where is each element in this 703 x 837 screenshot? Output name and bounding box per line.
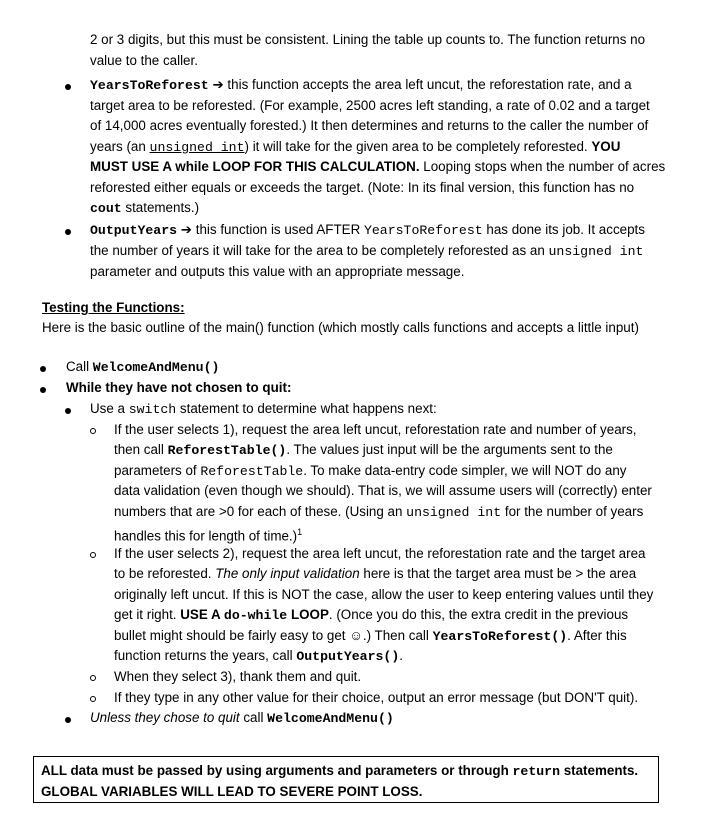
outline-unless: Unless they chose to quit call WelcomeAndMenu() xyxy=(90,710,394,726)
section-heading: Testing the Functions: xyxy=(42,300,185,315)
notice-line: ALL data must be passed by using arguments and parameters or through return statements. xyxy=(41,763,639,779)
option-1: If the user selects 1), request the area left uncut, reforestation rate and number of years, xyxy=(114,422,637,437)
outline-call: Call WelcomeAndMenu() xyxy=(66,359,220,375)
bullet-icon xyxy=(65,408,71,414)
text-line: MUST USE A while LOOP FOR THIS CALCULATION. Looping stops when the number of acres xyxy=(90,159,666,174)
bullet-icon xyxy=(40,387,46,393)
arrow-icon: ➔ xyxy=(180,222,193,237)
text-line: years (an unsigned int) it will take for the given area to be completely reforested. YOU xyxy=(90,139,621,155)
option-2: If the user selects 2), request the area left uncut, the reforestation rate and the target area xyxy=(114,546,646,561)
years-to-reforest-desc: YearsToReforest ➔ this function accepts the area left uncut, the reforestation rate, and a xyxy=(90,77,632,93)
text-line: function returns the years, call OutputYears(). xyxy=(114,648,403,664)
notice-line: GLOBAL VARIABLES WILL LEAD TO SEVERE POINT LOSS. xyxy=(41,784,423,799)
intro-line: 2 or 3 digits, but this must be consistent. Lining the table up counts to. The function returns no xyxy=(90,32,646,47)
option-3: When they select 3), thank them and quit. xyxy=(114,669,362,684)
circle-bullet-icon xyxy=(90,428,96,434)
notice-box xyxy=(33,756,659,803)
text-line: parameters of ReforestTable. To make data-entry code simpler, we will NOT do any xyxy=(114,463,627,479)
section-subtitle: Here is the basic outline of the main() function (which mostly calls functions and accepts a little input) xyxy=(42,320,639,335)
bullet-icon xyxy=(40,366,46,372)
text-line: target area to be reforested. (For example, 2500 acres left standing, a rate of 0.02 and a target xyxy=(90,98,650,113)
outline-switch: Use a switch statement to determine what happens next: xyxy=(90,401,437,417)
text-line: handles this for length of time.)$^1$ xyxy=(114,527,303,544)
text-line: data validation (even though we should). That is, we will assume users will (correctly) enter xyxy=(114,483,652,498)
circle-bullet-icon xyxy=(90,675,96,681)
text-line: get it right. USE A do-while LOOP. (Once you do this, the extra credit in the previous xyxy=(114,607,629,623)
text-line: of 14,000 acres eventually forested.) It then determines and returns to the caller the number of xyxy=(90,118,649,133)
text-line: the number of years it will take for the area to be completely reforested as an unsigned int xyxy=(90,243,644,259)
circle-bullet-icon xyxy=(90,696,96,702)
outline-while: While they have not chosen to quit: xyxy=(66,380,292,395)
circle-bullet-icon xyxy=(90,552,96,558)
text-line: then call ReforestTable(). The values just input will be the arguments sent to the xyxy=(114,442,613,458)
text-line: cout statements.) xyxy=(90,200,200,216)
text-line: reforested either equals or exceeds the target. (Note: In its final version, this function has no xyxy=(90,180,635,195)
text-line: numbers that are >0 for each of these. (Using an unsigned int for the number of years xyxy=(114,504,644,520)
footnote-marker: 1 xyxy=(297,527,303,537)
bullet-icon xyxy=(65,229,71,235)
arrow-icon: ➔ xyxy=(212,77,224,92)
text-line: parameter and outputs this value with an appropriate message. xyxy=(90,264,465,279)
smiley-icon: ☺ xyxy=(349,628,363,643)
text-line: originally left uncut. If this is NOT the case, allow the user to keep entering values until they xyxy=(114,587,654,602)
output-years-desc: OutputYears ➔ this function is used AFTER YearsToReforest has done its job. It accepts xyxy=(90,222,645,238)
text-line: bullet might should be fairly easy to get ☺.) Then call YearsToReforest(). After this xyxy=(114,628,627,644)
intro-line: value to the caller. xyxy=(90,53,198,68)
text-line: to be reforested. The only input validation here is that the target area must be > the area xyxy=(114,566,637,581)
bullet-icon xyxy=(65,84,71,90)
bullet-icon xyxy=(65,717,71,723)
option-other: If they type in any other value for their choice, output an error message (but DON'T quit). xyxy=(114,690,639,705)
